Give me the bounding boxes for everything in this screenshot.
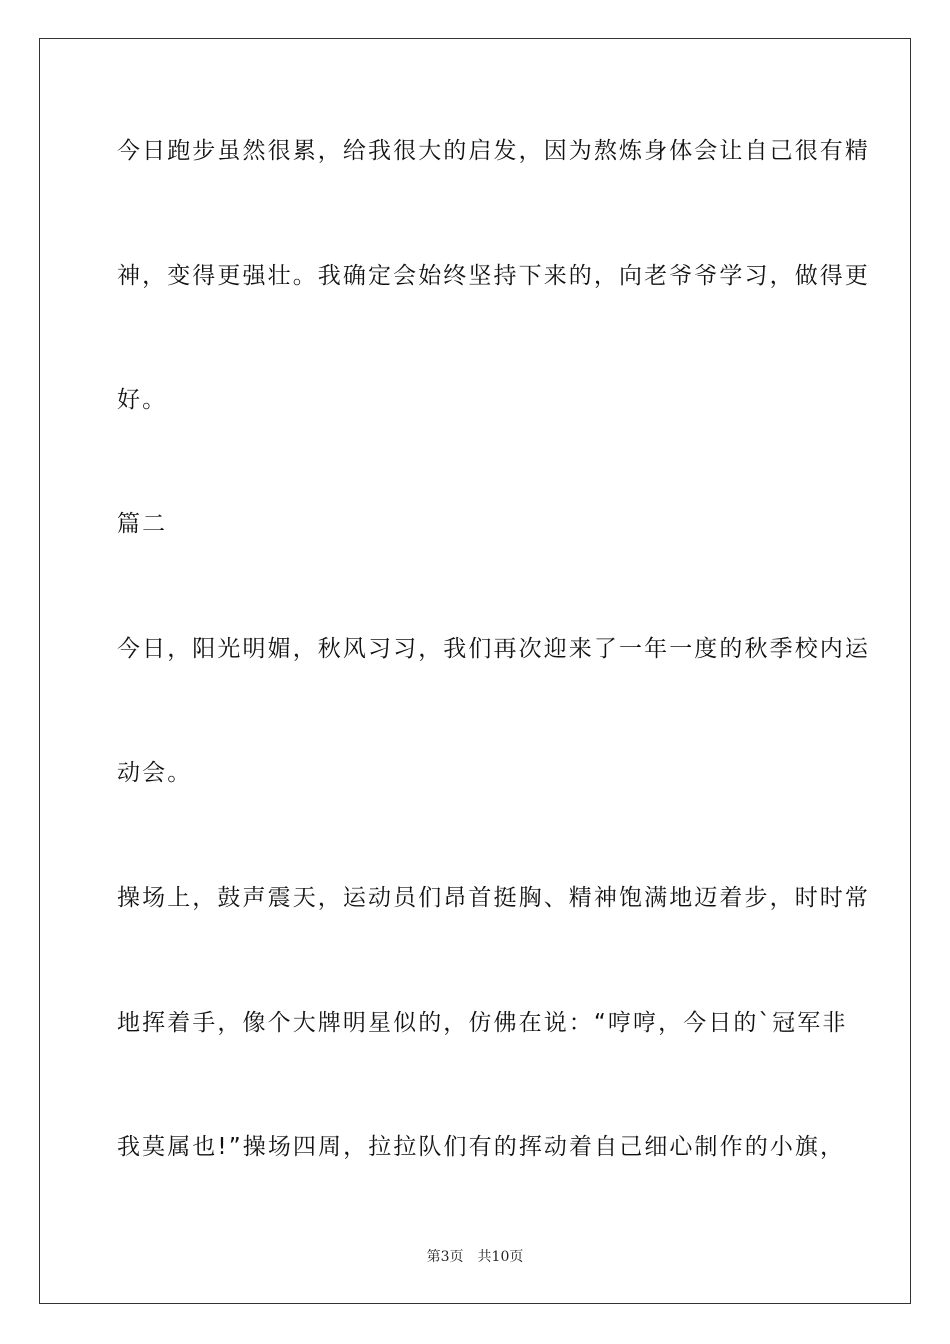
body-line-9: 我莫属也!”操场四周，拉拉队们有的挥动着自己细心制作的小旗， (117, 1134, 846, 1160)
page-footer (0, 1248, 950, 1266)
page-border (39, 38, 911, 1304)
body-line-3: 好。 (117, 387, 168, 413)
body-line-7: 操场上，鼓声震天，运动员们昂首挺胸、精神饱满地迈着步，时时常 (117, 885, 870, 911)
body-line-1: 今日跑步虽然很累，给我很大的启发，因为熬炼身体会让自己很有精 (117, 138, 870, 164)
body-line-8: 地挥着手，像个大牌明星似的，仿佛在说：“哼哼，今日的`冠军非 (117, 1010, 848, 1036)
body-line-5: 今日，阳光明媚，秋风习习，我们再次迎来了一年一度的秋季校内运 (117, 636, 870, 662)
body-line-6: 动会。 (117, 760, 193, 786)
page-number: 第3页 (426, 1249, 464, 1265)
body-line-2: 神，变得更强壮。我确定会始终坚持下来的，向老爷爷学习，做得更 (117, 263, 870, 289)
page-total: 共10页 (477, 1249, 524, 1265)
section-heading: 篇二 (117, 511, 168, 537)
